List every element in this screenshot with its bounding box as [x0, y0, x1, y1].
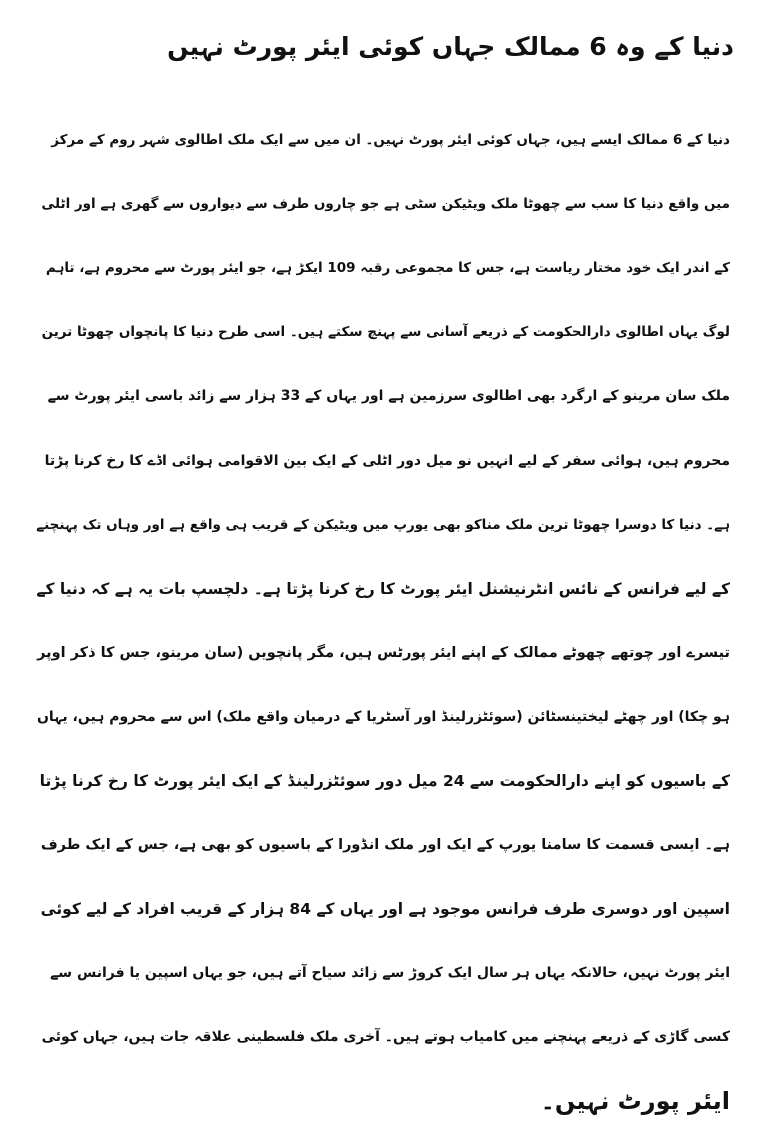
article-line: کے باسیوں کو اپنے دارالحکومت سے 24 میل دور سوئٹزرلینڈ کے ایک ایئر پورٹ کا رخ کرنا پڑتا — [39, 771, 730, 790]
article-line: دنیا کے 6 ممالک ایسے ہیں، جہاں کوئی ایئر پورٹ نہیں۔ ان میں سے ایک ملک اطالوی شہر روم کے مرکز — [51, 132, 730, 149]
article-line: ہے۔ دنیا کا دوسرا چھوٹا ترین ملک مناکو بھی یورپ میں ویٹیکن کے قریب ہی واقع ہے اور وہاں تک پہنچنے — [36, 516, 730, 533]
article-line: ایئر پورٹ نہیں۔ — [540, 1087, 730, 1116]
article-line: کے اندر ایک خود مختار ریاست ہے، جس کا مجموعی رقبہ 109 ایکڑ ہے، جو ایئر پورٹ سے محروم ہے، تاہم — [45, 260, 730, 277]
article-line: ہے۔ ایسی قسمت کا سامنا یورپ کے ایک اور ملک انڈورا کے باسیوں کو بھی ہے، جس کے ایک طرف — [40, 837, 730, 854]
article-body — [30, 108, 730, 1134]
article-line: کے لیے فرانس کے نائس انٹرنیشنل ایئر پورٹ کا رخ کرنا پڑتا ہے۔ دلچسپ بات یہ ہے کہ دنیا کے — [36, 579, 730, 598]
article-line: اسپین اور دوسری طرف فرانس موجود ہے اور یہاں کے 84 ہزار کے قریب افراد کے لیے کوئی — [40, 900, 730, 919]
article-line: کسی گاڑی کے ذریعے پہنچنے میں کامیاب ہوتے ہیں۔ آخری ملک فلسطینی علاقہ جات ہیں، جہاں کوئی — [41, 1029, 730, 1046]
article-line: لوگ یہاں اطالوی دارالحکومت کے ذریعے آسانی سے پہنچ سکتے ہیں۔ اسی طرح دنیا کا پانچواں چھوٹا ترین — [41, 324, 730, 341]
article-line: ملک سان مرینو کے ارگرد بھی اطالوی سرزمین ہے اور یہاں کے 33 ہزار سے زائد باسی ایئر پورٹ سے — [47, 388, 730, 405]
article-line: میں واقع دنیا کا سب سے چھوٹا ملک ویٹیکن سٹی ہے جو چاروں طرف سے دیواروں سے گھری ہے اور اٹلی — [41, 196, 730, 213]
article-line: تیسرے اور چوتھے چھوٹے ممالک کے اپنے ایئر پورٹس ہیں، مگر پانچویں (سان مرینو، جس کا ذکر اوپر — [37, 644, 730, 661]
article-line: ایئر پورٹ نہیں، حالانکہ یہاں ہر سال ایک کروڑ سے زائد سیاح آتے ہیں، جو یہاں اسپین یا فرانس سے — [50, 965, 730, 982]
article-line: محروم ہیں، ہوائی سفر کے لیے انہیں نو میل دور اٹلی کے ایک بین الاقوامی ہوائی اڈے کا رخ کرنا پڑتا — [44, 452, 730, 469]
article-title: دنیا کے وہ 6 ممالک جہاں کوئی ایئر پورٹ نہیں — [167, 32, 734, 61]
article-line: ہو چکا) اور چھٹے لیختینسٹائن (سوئٹزرلینڈ اور آسٹریا کے درمیان واقع ملک) اس سے محروم ہیں، یہاں — [36, 708, 730, 725]
